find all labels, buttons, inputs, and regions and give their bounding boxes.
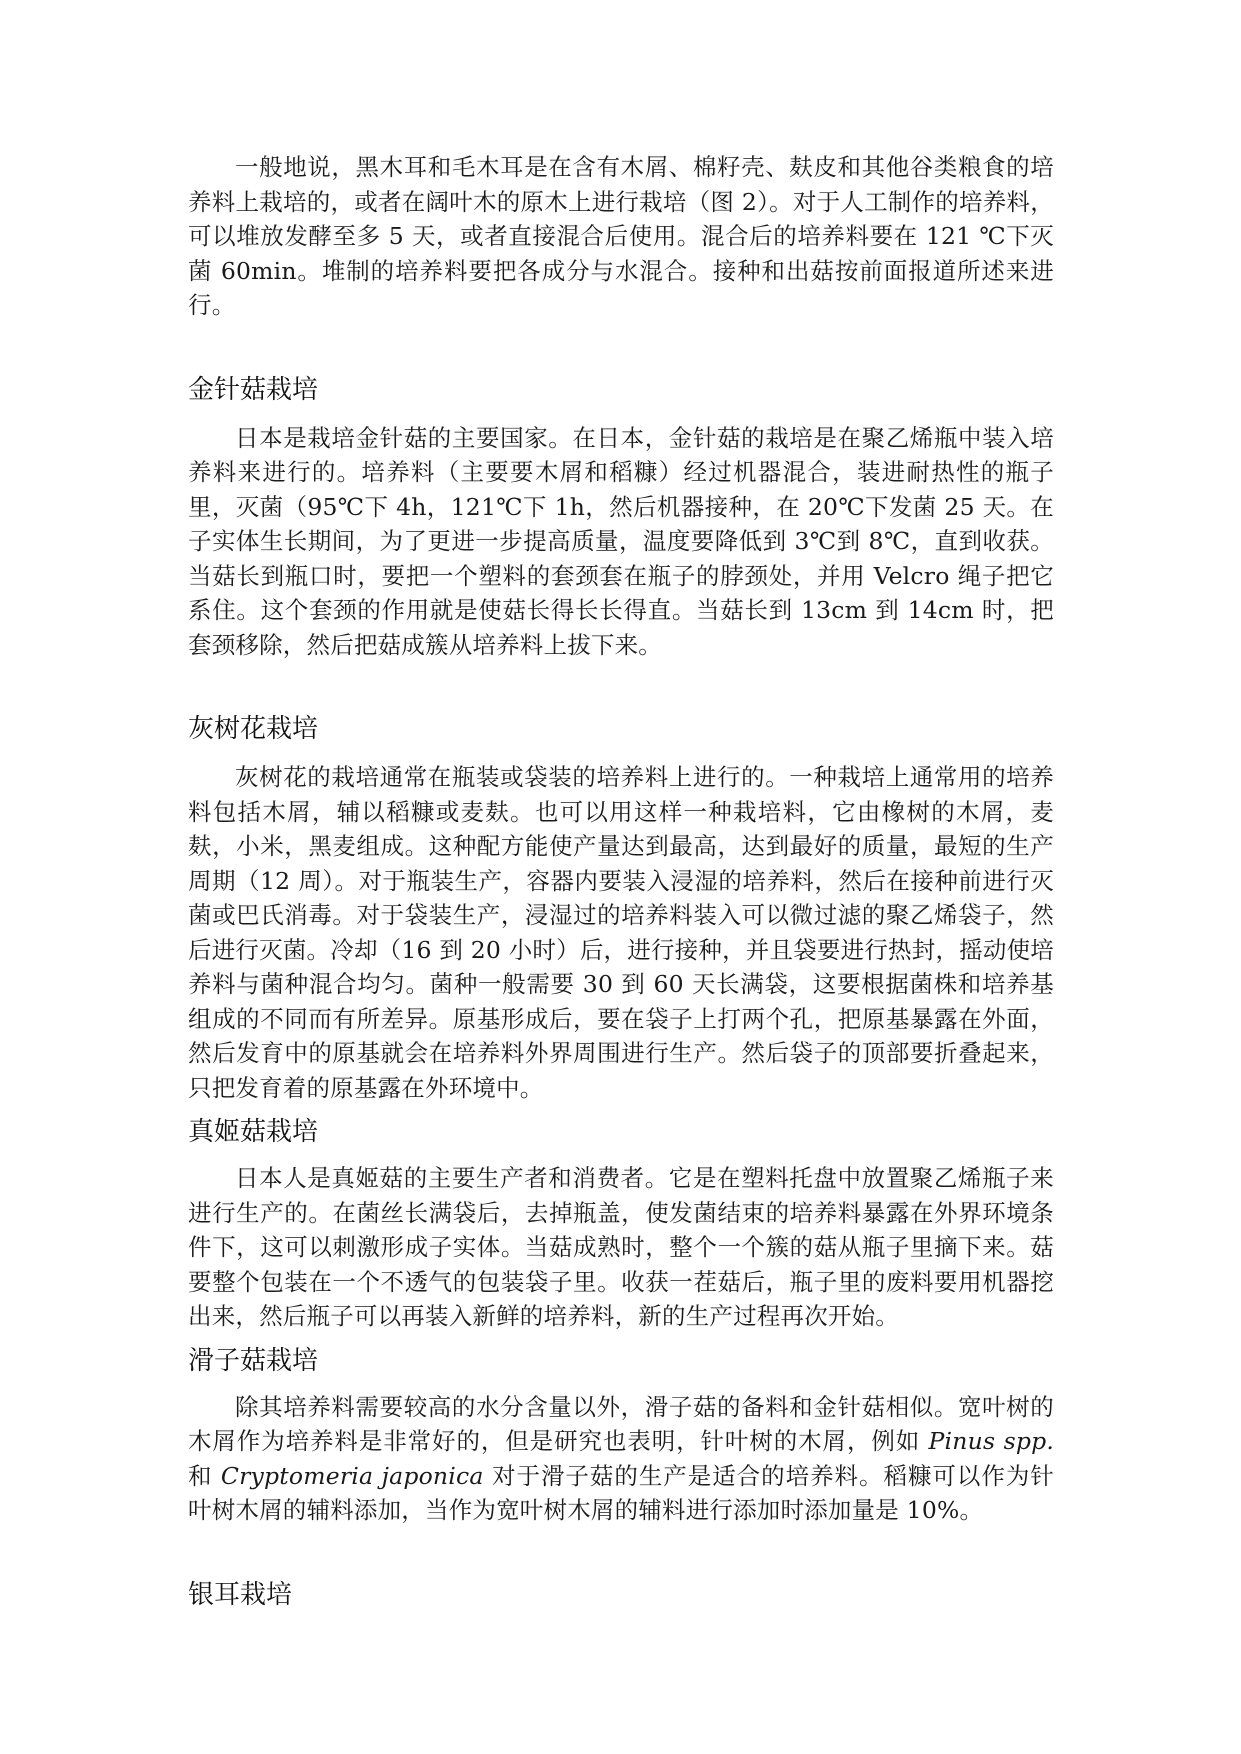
- heading-nameko-cultivation: 滑子菇栽培: [188, 1345, 319, 1376]
- heading-maitake-cultivation: 灰树花栽培: [188, 714, 319, 744]
- paragraph-maitake-cultivation: 灰树花的栽培通常在瓶装或袋装的培养料上进行的。一种栽培上通常用的培养料包括木屑，辅以稻糠或麦麸。也可以用这样一种栽培料，它由橡树的木屑，麦麸，小米，黑麦组成。这种配方能使产量达到最高，达到最好的质量，最短的生产周期（12 周）。对于瓶装生产，容器内要装入浸湿的培养料，然后在接种前进行灭菌或巴氏消毒。对于袋装生产，浸湿过的培养料装入可以微过滤的聚乙烯袋子，然后进行灭菌。冷却（16 到 20 小时）后，进行接种，并且袋要进行热封，摇动使培养料与菌种混合均匀。菌种一般需要 30 到 60 天长满袋，这要根据菌株和培养基组成的不同而有所差异。原基形成后，要在袋子上打两个孔，把原基暴露在外面，然后发育中的原基就会在培养料外界周围进行生产。然后袋子的顶部要折叠起来，只把发育着的原基露在外环境中。: [188, 763, 1054, 1102]
- paragraph-enoki-cultivation: 日本是栽培金针菇的主要国家。在日本，金针菇的栽培是在聚乙烯瓶中装入培养料来进行的。培养料（主要要木屑和稻糠）经过机器混合，装进耐热性的瓶子里，灭菌（95℃下 4h，121℃下 1h，然后机器接种，在 20℃下发菌 25 天。在子实体生长期间，为了更进一步提高质量，温度要降低到 3℃到 8℃，直到收获。当菇长到瓶口时，要把一个塑料的套颈套在瓶子的脖颈处，并用 Velcro 绳子把它系住。这个套颈的作用就是使菇长得长长得直。当菇长到 13cm 到 14cm 时，把套颈移除，然后把菇成簇从培养料上拔下来。: [188, 423, 1054, 659]
- paragraph-shimeji-cultivation: 日本人是真姬菇的主要生产者和消费者。它是在塑料托盘中放置聚乙烯瓶子来进行生产的。在菌丝长满袋后，去掉瓶盖，使发菌结束的培养料暴露在外界环境条件下，这可以刺激形成子实体。当菇成熟时，整个一个簇的菇从瓶子里摘下来。菇要整个包装在一个不透气的包装袋子里。收获一茬菇后，瓶子里的废料要用机器挖出来，然后瓶子可以再装入新鲜的培养料，新的生产过程再次开始。: [188, 1164, 1054, 1330]
- paragraph-nameko-cultivation: [188, 1390, 1054, 1528]
- species-name-cryptomeria: Cryptomeria japonica: [220, 1461, 484, 1490]
- nameko-text-part-3: 对于滑子菇的生产是适合的培养料。稻糠可以作为针叶树木屑的辅料添加，当作为宽叶树木屑的辅料进行添加时添加量是 10%。: [188, 1461, 1055, 1524]
- nameko-text-part-1: 除其培养料需要较高的水分含量以外，滑子菇的备料和金针菇相似。宽叶树的木屑作为培养料是非常好的，但是研究也表明，针叶树的木屑，例如: [188, 1392, 1054, 1455]
- heading-tremella-cultivation: 银耳栽培: [188, 1579, 293, 1610]
- heading-enoki-cultivation: 金针菇栽培: [188, 374, 319, 405]
- nameko-text-part-2: 和: [188, 1461, 221, 1490]
- species-name-pinus: Pinus spp.: [928, 1427, 1054, 1455]
- document-body: [188, 150, 1054, 1612]
- heading-shimeji-cultivation: 真姬菇栽培: [188, 1117, 319, 1147]
- intro-paragraph: 一般地说，黑木耳和毛木耳是在含有木屑、棉籽壳、麸皮和其他谷类粮食的培养料上栽培的，或者在阔叶木的原木上进行栽培（图 2）。对于人工制作的培养料，可以堆放发酵至多 5 天，或者直接混合后使用。混合后的培养料要在 121 ℃下灭菌 60min。堆制的培养料要把各成分与水混合。接种和出菇按前面报道所述来进行。: [188, 153, 1054, 319]
